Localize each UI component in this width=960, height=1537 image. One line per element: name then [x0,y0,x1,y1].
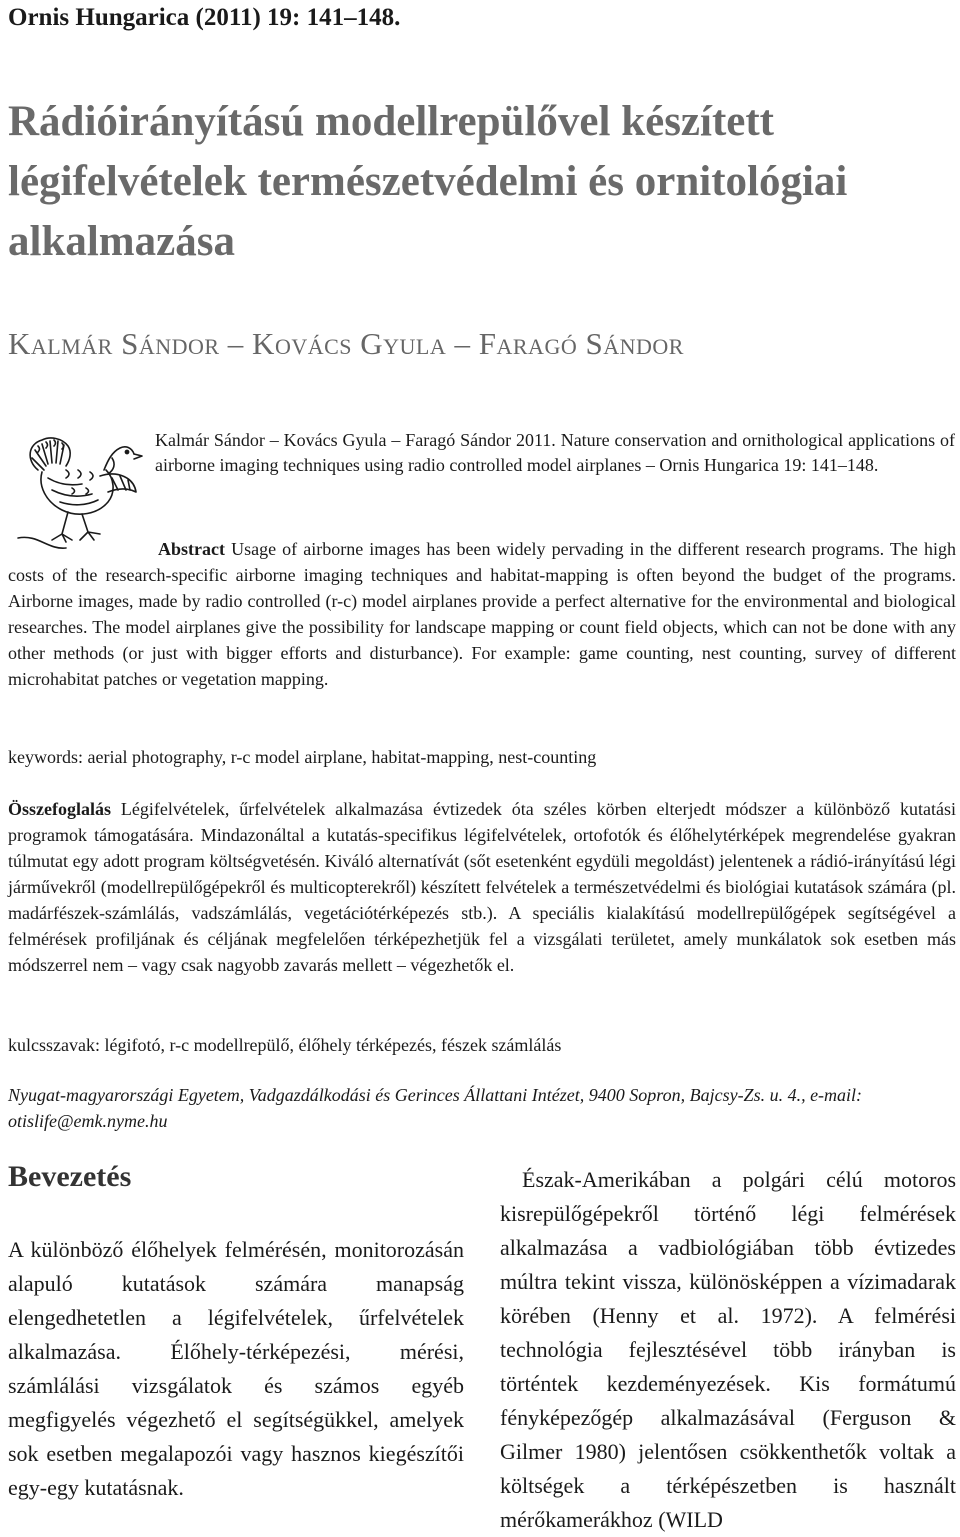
intro-right-column [500,1163,956,1537]
summary-section [8,796,956,978]
intro-left-column: A különböző élőhelyek felmérésén, monitorozásán alapuló kutatások számára manapság elengedhetetlen a légifelvételek, űrfelvételek alkalmazása. Élőhely-térképezési, mérési, számlálási vizsgálatok és számos egyéb megfigyelés végezhető el segítségükkel, amelyek sok esetben megalapozói vagy hasznos kiegészítői egy-egy kutatásnak. [8,1237,464,1500]
journal-reference: Ornis Hungarica (2011) 19: 141–148. [8,4,401,31]
abstract-section [8,536,956,692]
keywords-line: keywords: aerial photography, r-c model airplane, habitat-mapping, nest-counting [8,747,597,767]
article-title: Rádióirányítású modellrepülővel készített légifelvételek természetvédelmi és ornitológiai alkalmazása [8,98,848,265]
author-list: Kalmár Sándor – Kovács Gyula – Faragó Sándor [8,326,684,361]
abstract-label: Abstract [158,539,225,559]
kulcsszavak-line: kulcsszavak: légifotó, r-c modellrepülő, élőhely térképezés, fészek számlálás [8,1035,562,1055]
section-heading: Bevezetés [8,1160,132,1193]
citation-text: Kalmár Sándor – Kovács Gyula – Faragó Sándor 2011. Nature conservation and ornithological applications of airborne imaging techniques using radio controlled model airplanes – Ornis Hungarica 19: 141–148. [155,430,955,475]
summary-label: Összefoglalás [8,799,111,819]
abstract-text: Usage of airborne images has been widely pervading in the different research programs. The high costs of the research-specific airborne imaging techniques and habitat-mapping is often beyond the budget of the programs. Airborne images, made by radio controlled (r-c) model airplanes provide a perfect alternative for the environmental and biological researches. The model airplanes give the possibility for landscape mapping or count field objects, which can not be done with any other methods (or just with bigger efforts and disturbance). For example: game counting, nest counting, survey of different microhabitat patches or vegetation mapping. [8,539,956,689]
intro-right-text: Észak-Amerikában a polgári célú motoros kisrepülőgépekről történő légi felmérések alkalmazása a vadbiológiában több évtizedes múltra tekint vissza, különösképpen a vízimadarak körében (Henny et al. 1972). A felmérési technológia fejlesztésével több irányban is történtek kezdeményezések. Kis formátumú fényképezőgép alkalmazásával (Ferguson & Gilmer 1980) jelentősen csökkenthetők voltak a költségek a térképészetben is használt mérőkamerákhoz (WILD [500,1167,956,1532]
affiliation-line: Nyugat-magyarországi Egyetem, Vadgazdálkodási és Gerinces Állattani Intézet, 9400 Sopron, Bajcsy-Zs. u. 4., e-mail: otislife@emk.nyme.hu [8,1085,863,1131]
summary-text: Légifelvételek, űrfelvételek alkalmazása évtizedek óta széles körben elterjedt módszer a különböző kutatási programok támogatására. Mindazonáltal a kutatás-specifikus légifelvételek, ortofotók és élőhelytérképek megrendelése gyakran túlmutat egy adott program költségvetésén. Kiváló alternatívát (sőt esetenként egydüli megoldást) jelentenek a rádió-irányítású légi járművekről (modellrepülőgépekről és multicopterekről) készített felvételek a természetvédelmi és biológiai kutatások számára (pl. madárfészek-számlálás, vadszámlálás, vegetációtérképezés stb.). A speciális kialakítású modellrepülőgépek segítségével a felmérések profiljának és céljának megfelelően térképezhetjük fel a vizsgálati területet, amely munkálatok sok esetben más módszerrel nem – vagy csak nagyobb zavarás mellett – végezhetők el. [8,799,956,975]
